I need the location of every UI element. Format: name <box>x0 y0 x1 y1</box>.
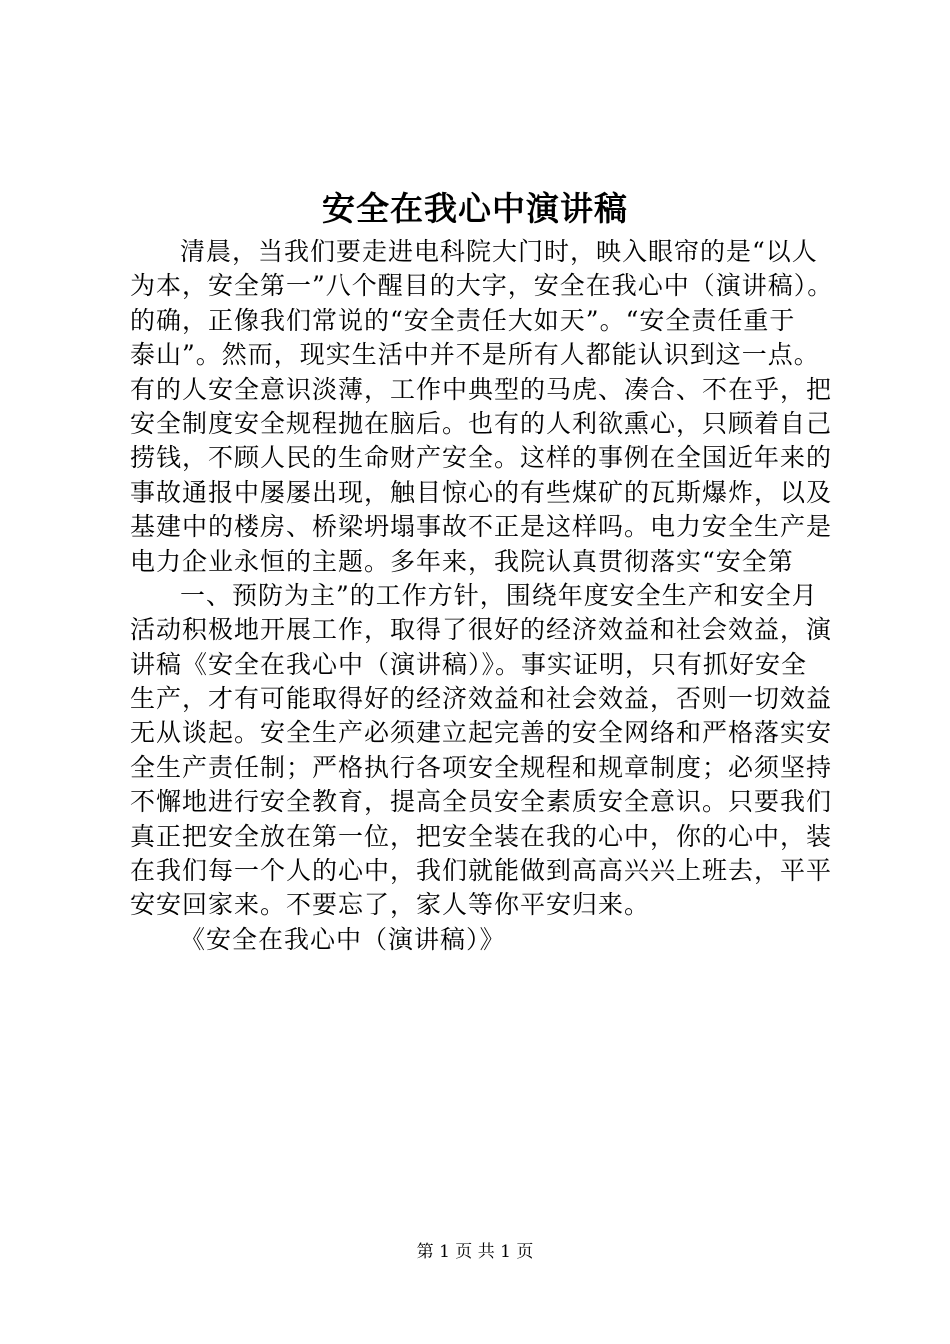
paragraph-line: 电力企业永恒的主题。多年来，我院认真贯彻落实“安全第 <box>130 546 794 576</box>
paragraph-line: 清晨，当我们要走进电科院大门时，映入眼帘的是“以人 <box>180 237 818 266</box>
paragraph-line: 无从谈起。安全生产必须建立起完善的安全网络和严格落实安 <box>130 718 833 748</box>
paragraph-line: 为本，安全第一”八个醒目的大字，安全在我心中（演讲稿）。 <box>130 271 834 301</box>
paragraph-line: 真正把安全放在第一位，把安全装在我的心中，你的心中，装 <box>130 821 833 851</box>
closing-title-line: 《安全在我心中（演讲稿）》 <box>180 924 506 954</box>
paragraph-line: 安全制度安全规程抛在脑后。也有的人利欲熏心，只顾着自己 <box>130 408 833 438</box>
paragraph-line: 基建中的楼房、桥梁坍塌事故不正是这样吗。电力安全生产是 <box>130 512 833 542</box>
paragraph-line: 讲稿《安全在我心中（演讲稿）》。事实证明，只有抓好安全 <box>130 649 808 679</box>
paragraph-line: 生产，才有可能取得好的经济效益和社会效益，否则一切效益 <box>130 684 833 714</box>
paragraph-line: 活动积极地开展工作，取得了很好的经济效益和社会效益，演 <box>130 615 833 645</box>
document-title: 安全在我心中演讲稿 <box>322 189 628 228</box>
paragraph-line: 一、预防为主”的工作方针，围绕年度安全生产和安全月 <box>180 580 818 610</box>
paragraph-line: 泰山”。然而，现实生活中并不是所有人都能认识到这一点。 <box>130 340 820 370</box>
paragraph-line: 有的人安全意识淡薄，工作中典型的马虎、凑合、不在乎，把 <box>130 374 833 404</box>
paragraph-line: 的确，正像我们常说的“安全责任大如天”。“安全责任重于 <box>130 305 796 335</box>
paragraph-line: 事故通报中屡屡出现，触目惊心的有些煤矿的瓦斯爆炸，以及 <box>130 477 833 507</box>
document-body <box>130 235 834 957</box>
paragraph-line: 在我们每一个人的心中，我们就能做到高高兴兴上班去，平平 <box>130 856 833 886</box>
paragraph-line: 不懈地进行安全教育，提高全员安全素质安全意识。只要我们 <box>130 787 833 817</box>
paragraph-line: 全生产责任制；严格执行各项安全规程和规章制度；必须坚持 <box>130 752 833 782</box>
paragraph-line: 安安回家来。不要忘了，家人等你平安归来。 <box>130 890 651 920</box>
paragraph-line: 捞钱，不顾人民的生命财产安全。这样的事例在全国近年来的 <box>130 443 833 473</box>
page-number-footer: 第 1 页 共 1 页 <box>416 1242 534 1262</box>
